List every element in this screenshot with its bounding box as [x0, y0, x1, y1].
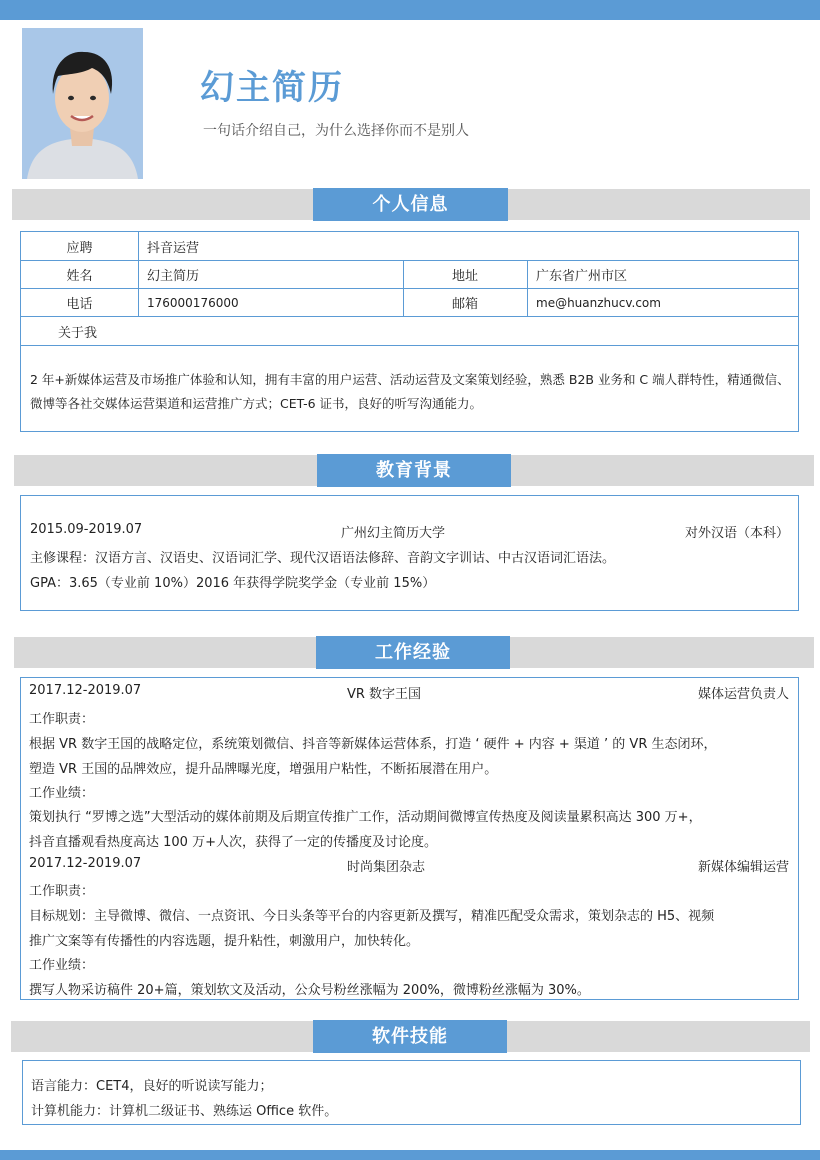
- apply-label: 应聘: [66, 240, 93, 256]
- education-box: [20, 495, 799, 611]
- email-value: me@huanzhucv.com: [536, 295, 661, 310]
- edu-major: 对外汉语（本科）: [684, 526, 789, 541]
- phone-value: 176000176000: [147, 295, 239, 310]
- tagline: 一句话介绍自己，为什么选择你而不是别人: [203, 123, 469, 139]
- job1-duty-line2: 塑造 VR 王国的品牌效应，提升品牌曝光度，增强用户粘性，不断拓展潜在用户。: [29, 762, 498, 777]
- job2-duty-label: 工作职责：: [29, 884, 95, 899]
- job1-period: 2017.12-2019.07: [29, 683, 142, 698]
- edu-period: 2015.09-2019.07: [30, 522, 143, 537]
- skill-language: 语言能力：CET4，良好的听说读写能力；: [31, 1079, 273, 1094]
- personal-info-table: [20, 231, 799, 432]
- job2-company: 时尚集团杂志: [347, 860, 426, 875]
- job2-result-line1: 撰写人物采访稿件 20+篇，策划软文及活动，公众号粉丝涨幅为 200%，微博粉丝涨幅为 30%。: [29, 983, 590, 998]
- section-title-personal: 个人信息: [313, 188, 508, 221]
- name-label: 姓名: [66, 269, 93, 284]
- avatar-photo: [22, 28, 143, 179]
- section-title-skills: 软件技能: [313, 1020, 507, 1053]
- job1-company: VR 数字王国: [347, 687, 422, 702]
- job1-result-line1: 策划执行 “罗博之选”大型活动的媒体前期及后期宣传推广工作，活动期间微博宣传热度及阅读量累积高达 300 万+，: [29, 810, 702, 825]
- job2-duty-line2: 推广文案等有传播性的内容选题，提升粘性，刺激用户，加快转化。: [29, 934, 420, 949]
- section-title-education: 教育背景: [317, 454, 511, 487]
- edu-courses: 主修课程：汉语方言、汉语史、汉语词汇学、现代汉语语法修辞、音韵文字训诂、中古汉语词汇语法。: [30, 551, 616, 566]
- job2-period: 2017.12-2019.07: [29, 856, 142, 871]
- phone-label: 电话: [66, 297, 93, 312]
- job2-result-label: 工作业绩：: [29, 958, 95, 973]
- info-row-name: [21, 261, 798, 289]
- apply-value: 抖音运营: [147, 240, 200, 256]
- bottom-accent-bar: [0, 1150, 820, 1160]
- job2-duty-line1: 目标规划：主导微博、微信、一点资讯、今日头条等平台的内容更新及撰写，精准匹配受众需求，策划杂志的 H5、视频: [29, 909, 715, 924]
- skill-computer: 计算机能力：计算机二级证书、熟练运 Office 软件。: [31, 1104, 338, 1119]
- address-label: 地址: [451, 269, 478, 284]
- resume-name: 幻主简历: [200, 68, 344, 108]
- info-row-phone: [21, 289, 798, 317]
- job2-role: 新媒体编辑运营: [697, 860, 789, 875]
- info-row-apply: [21, 232, 798, 261]
- work-box: [20, 677, 799, 1000]
- job1-result-line2: 抖音直播观看热度高达 100 万+人次，获得了一定的传播度及讨论度。: [29, 835, 437, 850]
- job1-duty-line1: 根据 VR 数字王国的战略定位，系统策划微信、抖音等新媒体运营体系，打造 ‘ 硬件 + 内容 + 渠道 ’ 的 VR 生态闭环，: [29, 737, 717, 752]
- job1-role: 媒体运营负责人: [697, 687, 789, 702]
- skills-box: [22, 1060, 801, 1125]
- job1-result-label: 工作业绩：: [29, 786, 95, 801]
- info-row-about: [21, 317, 798, 346]
- name-value: 幻主简历: [147, 269, 200, 284]
- job1-duty-label: 工作职责：: [29, 712, 95, 727]
- about-text: 2 年+新媒体运营及市场推广体验和认知，拥有丰富的用户运营、活动运营及文案策划经验，熟悉 B2B 业务和 C 端人群特性，精通微信、微博等各社交媒体运营渠道和运营推广方式；CET-6 证书，良好的听写沟通能力。: [30, 372, 790, 411]
- section-title-work: 工作经验: [316, 636, 510, 669]
- edu-gpa: GPA：3.65（专业前 10%）2016 年获得学院奖学金（专业前 15%）: [30, 576, 436, 591]
- address-value: 广东省广州市区: [536, 269, 628, 284]
- edu-school: 广州幻主简历大学: [341, 526, 446, 541]
- top-accent-bar: [0, 0, 820, 20]
- about-label: 关于我: [58, 325, 98, 341]
- email-label: 邮箱: [451, 297, 478, 312]
